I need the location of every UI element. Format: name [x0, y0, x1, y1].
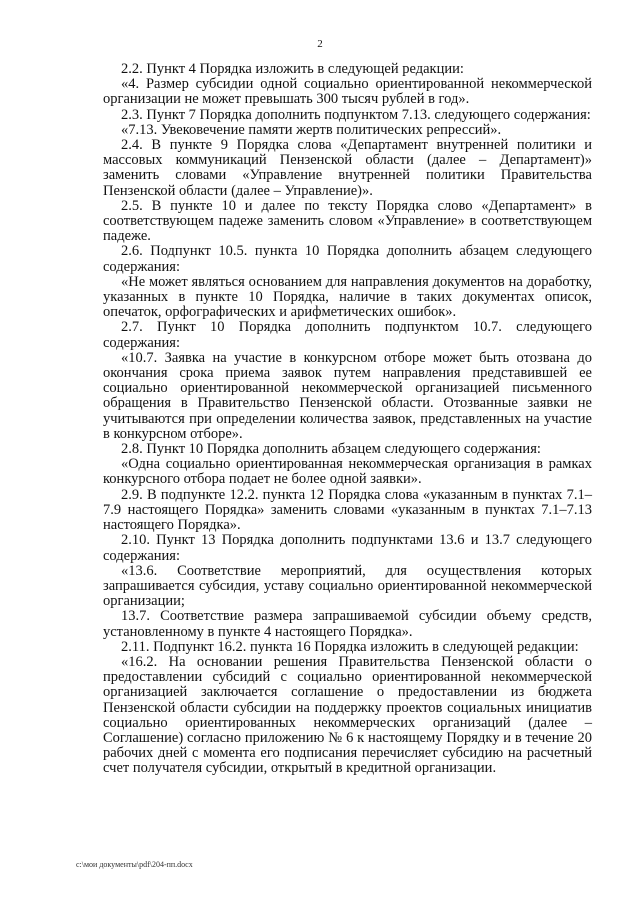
paragraph: 2.10. Пункт 13 Порядка дополнить подпунктами 13.6 и 13.7 следующего содержания:	[103, 532, 592, 564]
paragraph: 2.11. Подпункт 16.2. пункта 16 Порядка изложить в следующей редакции:	[121, 638, 579, 655]
page-number: 2	[317, 38, 323, 50]
paragraph: «16.2. На основании решения Правительства Пензенской области о предоставлении субсидий с социально ориентированной некоммерческой организацией заключается соглашение о предоставлении из бюджета Пензенской области субсидии на поддержку проектов социальных инициатив социально ориентированных некоммерческих организаций (далее – Соглашение) согласно приложению № 6 к настоящему Порядку и в течение 20 рабочих дней с момента его подписания перечисляет субсидию на расчетный счет получателя субсидии, открытый в кредитной организации.	[103, 653, 592, 777]
paragraph: 13.7. Соответствие размера запрашиваемой субсидии объему средств, установленному в пункте 4 настоящего Порядка».	[103, 608, 592, 640]
paragraph: 2.9. В подпункте 12.2. пункта 12 Порядка слова «указанным в пунктах 7.1–7.9 настоящего Порядка» заменить словами «указанным в пунктах 7.1–7.13 настоящего Порядка».	[103, 486, 592, 534]
footer-file-path: c:\мои документы\pdf\204-пп.docx	[76, 860, 193, 869]
paragraph: 2.4. В пункте 9 Порядка слова «Департамент внутренней политики и массовых коммуникаций Пензенской области (далее – Департамент)» заменить словами «Управление внутренней политики Правительства Пензенской области (далее – Управление)».	[103, 137, 592, 199]
paragraph: «Не может являться основанием для направления документов на доработку, указанных в пункте 10 Порядка, наличие в таких документах описок, опечаток, орфографических и арифметических ошибок».	[103, 273, 592, 321]
paragraph: 2.5. В пункте 10 и далее по тексту Порядка слово «Департамент» в соответствующем падеже заменить словом «Управление» в соответствующем падеже.	[103, 197, 592, 245]
paragraph: «4. Размер субсидии одной социально ориентированной некоммерческой организации не может превышать 300 тысяч рублей в год».	[103, 76, 592, 108]
paragraph: 2.2. Пункт 4 Порядка изложить в следующей редакции:	[121, 61, 464, 77]
paragraph: «7.13. Увековечение памяти жертв политических репрессий».	[121, 121, 502, 138]
paragraph: 2.8. Пункт 10 Порядка дополнить абзацем следующего содержания:	[121, 441, 541, 458]
document-body	[103, 62, 592, 777]
paragraph: «10.7. Заявка на участие в конкурсном отборе может быть отозвана до окончания срока приема заявок путем направления представившей ее социально ориентированной некоммерческой организацией письменного обращения в Правительство Пензенской области. Отозванные заявки не учитываются при определении количества заявок, представленных на участие в конкурсном отборе».	[103, 349, 592, 442]
paragraph: «Одна социально ориентированная некоммерческая организация в рамках конкурсного отбора подает не более одной заявки».	[103, 456, 592, 488]
paragraph: 2.6. Подпункт 10.5. пункта 10 Порядка дополнить абзацем следующего содержания:	[103, 243, 592, 275]
paragraph: 2.3. Пункт 7 Порядка дополнить подпунктом 7.13. следующего содержания:	[121, 106, 591, 123]
paragraph: «13.6. Соответствие мероприятий, для осуществления которых запрашивается субсидия, уставу социально ориентированной некоммерческой организации;	[103, 562, 592, 610]
paragraph: 2.7. Пункт 10 Порядка дополнить подпунктом 10.7. следующего содержания:	[103, 319, 592, 351]
